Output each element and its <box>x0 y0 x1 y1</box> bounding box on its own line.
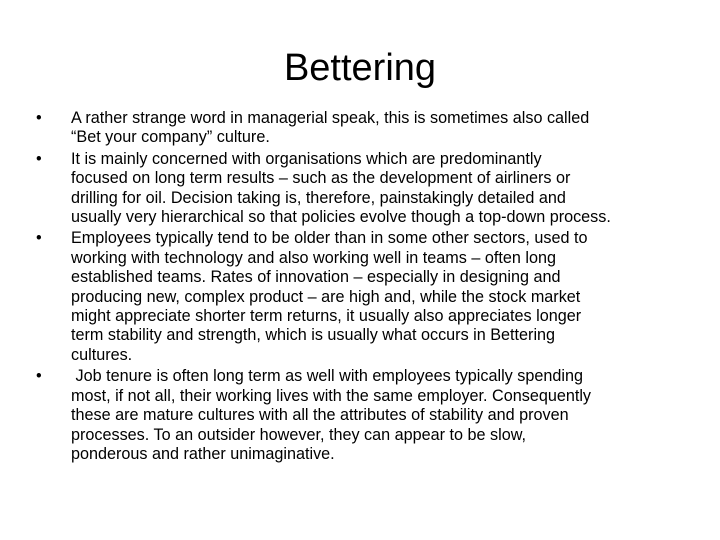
bullet-line: “Bet your company” culture. <box>71 128 270 147</box>
bullet-line: usually very hierarchical so that policies evolve though a top-down process. <box>71 208 611 227</box>
bullet-line: most, if not all, their working lives with the same employer. Consequently <box>71 386 592 405</box>
bullet-item <box>36 367 696 464</box>
bullet-marker: • <box>36 229 42 248</box>
bullet-line: established teams. Rates of innovation – especially in designing and <box>71 268 561 287</box>
bullet-line: processes. To an outsider however, they can appear to be slow, <box>71 425 527 444</box>
bullet-line: Employees typically tend to be older than in some other sectors, used to <box>71 229 588 248</box>
bullet-line: A rather strange word in managerial speak, this is sometimes also called <box>71 109 590 127</box>
slide-title: Bettering <box>283 47 437 89</box>
bullet-marker: • <box>36 367 42 386</box>
bullet-item <box>36 109 696 148</box>
bullet-item <box>36 150 696 228</box>
bullet-line: working with technology and also working well in teams – often long <box>71 248 556 267</box>
bullet-line: drilling for oil. Decision taking is, therefore, painstakingly detailed and <box>71 188 566 207</box>
bullet-line: It is mainly concerned with organisations which are predominantly <box>71 149 542 168</box>
bullet-marker: • <box>36 149 42 168</box>
bullet-line: term stability and strength, which is usually what occurs in Bettering <box>71 326 556 345</box>
bullet-list <box>36 109 696 466</box>
bullet-line: might appreciate shorter term returns, it usually also appreciates longer <box>71 307 582 326</box>
bullet-line: Job tenure is often long term as well with employees typically spending <box>71 367 583 386</box>
bullet-line: focused on long term results – such as the development of airliners or <box>71 169 571 188</box>
bullet-line: producing new, complex product – are high and, while the stock market <box>71 287 581 306</box>
bullet-line: cultures. <box>71 345 133 364</box>
bullet-line: these are mature cultures with all the attributes of stability and proven <box>71 406 569 425</box>
bullet-marker: • <box>36 109 42 127</box>
bullet-line: ponderous and rather unimaginative. <box>71 444 335 463</box>
bullet-item <box>36 229 696 365</box>
